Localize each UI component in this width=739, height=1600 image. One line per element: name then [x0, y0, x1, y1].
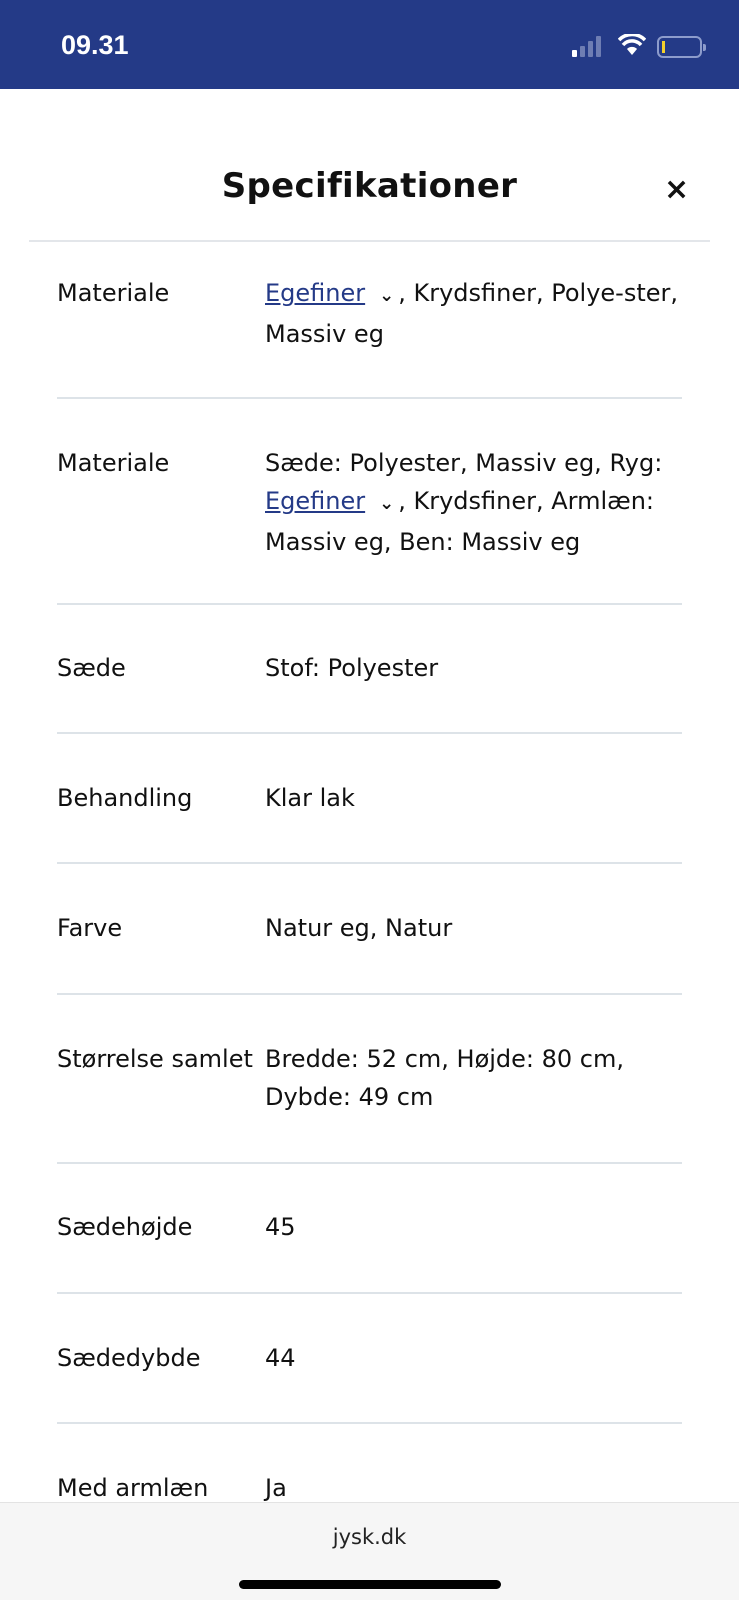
spec-label: Sædehøjde	[57, 1213, 193, 1241]
spec-value-text: , Krydsfiner, Polye-ster, Massiv eg	[265, 279, 679, 348]
spec-value: Klar lak	[265, 784, 355, 812]
spec-row	[57, 274, 682, 399]
header-divider	[29, 240, 710, 242]
spec-row	[57, 444, 682, 605]
spec-label: Farve	[57, 914, 123, 942]
status-bar	[0, 0, 739, 89]
spec-label: Sædedybde	[57, 1344, 201, 1372]
material-link[interactable]: Egefiner	[265, 487, 366, 515]
spec-label: Sæde	[57, 654, 126, 682]
url-label[interactable]: jysk.dk	[332, 1525, 407, 1549]
spec-row	[57, 1208, 682, 1294]
material-link[interactable]: Egefiner	[265, 279, 366, 307]
browser-bottom-bar	[0, 1502, 739, 1600]
spec-label: Materiale	[57, 449, 170, 477]
spec-value: Natur eg, Natur	[265, 914, 453, 942]
chevron-down-icon[interactable]: ⌄	[379, 493, 395, 514]
spec-row	[57, 909, 682, 995]
cellular-signal-icon	[572, 36, 601, 57]
spec-value	[265, 274, 680, 353]
spec-value: 44	[265, 1344, 296, 1372]
spec-value	[265, 444, 680, 561]
spec-label: Materiale	[57, 279, 170, 307]
spec-row	[57, 1339, 682, 1424]
page-title: Specifikationer	[221, 166, 518, 206]
spec-label: Med armlæn	[57, 1474, 209, 1502]
spec-value: 45	[265, 1213, 296, 1241]
home-indicator[interactable]	[239, 1580, 501, 1589]
status-time: 09.31	[61, 30, 129, 60]
spec-value-text: Sæde: Polyester, Massiv eg, Ryg:	[265, 449, 663, 477]
spec-value: Ja	[265, 1474, 287, 1502]
spec-value-text: , Krydsfiner, Armlæn: Massiv eg, Ben: Massiv eg	[265, 487, 655, 556]
battery-icon	[657, 36, 702, 58]
spec-row	[57, 649, 682, 734]
chevron-down-icon[interactable]: ⌄	[379, 285, 395, 306]
spec-row	[57, 779, 682, 864]
close-icon[interactable]: ×	[664, 172, 690, 207]
spec-label: Behandling	[57, 784, 193, 812]
spec-label: Størrelse samlet	[57, 1045, 253, 1073]
spec-value: Stof: Polyester	[265, 654, 439, 682]
spec-row	[57, 1040, 682, 1164]
spec-value: Bredde: 52 cm, Højde: 80 cm, Dybde: 49 cm	[265, 1045, 625, 1111]
wifi-icon	[618, 34, 646, 56]
